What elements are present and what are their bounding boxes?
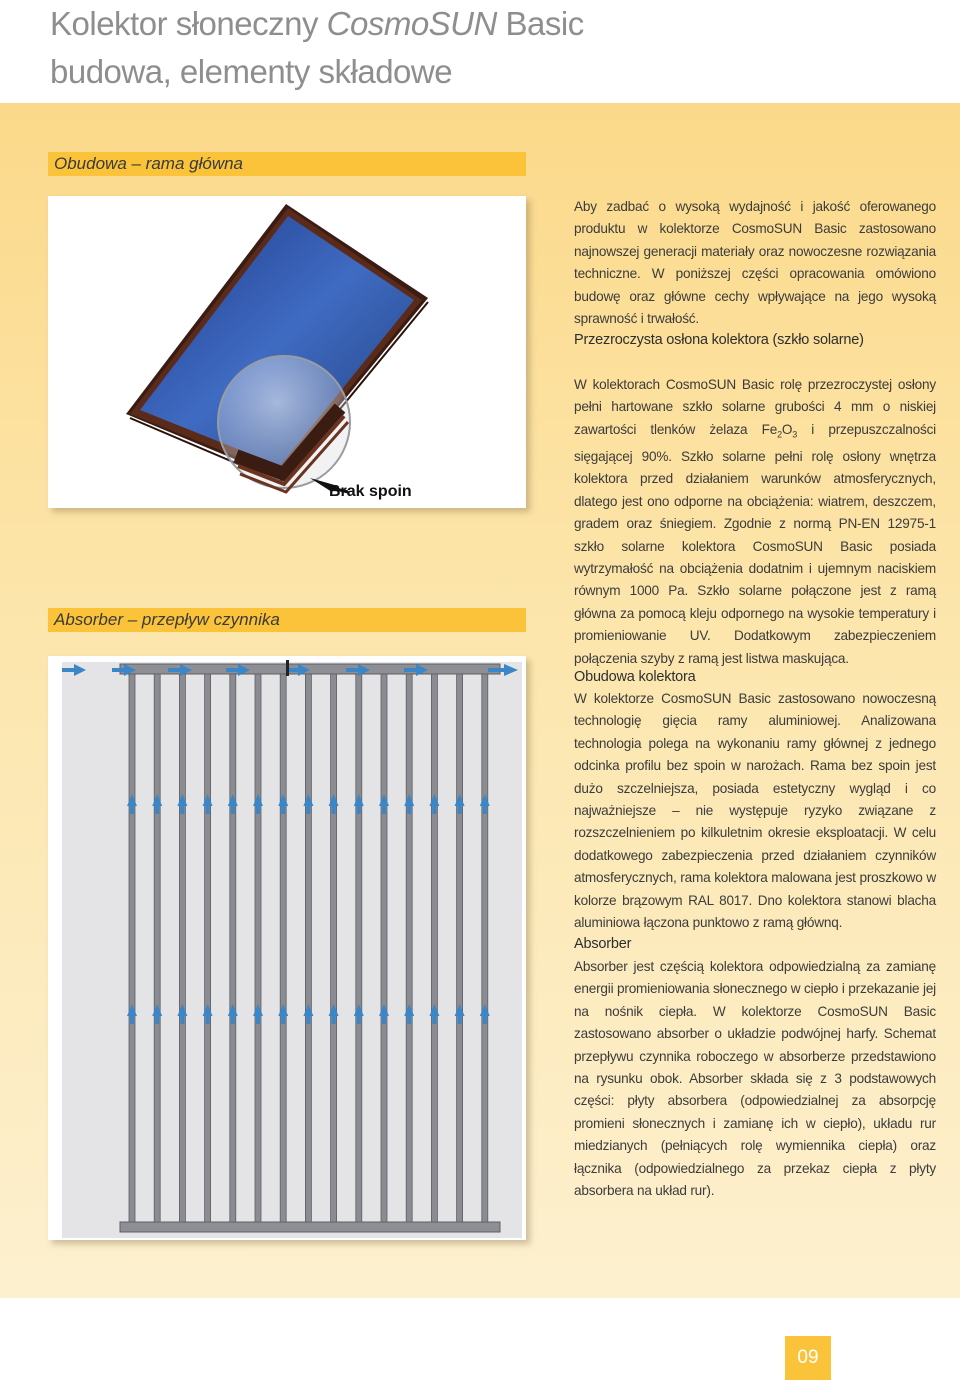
header-flow-arrow-tail — [112, 668, 124, 672]
flow-arrow-tail — [458, 806, 462, 814]
flow-arrow-tail — [281, 1016, 285, 1024]
absorber-flow-image — [48, 656, 526, 1240]
glass-heading: Przezroczysta osłona kolektora (szkło solarne) — [574, 332, 864, 348]
collector-panel-illustration — [48, 196, 526, 508]
riser-pipe — [431, 674, 437, 1222]
header-divider — [286, 660, 289, 676]
flow-arrow-tail — [332, 1016, 336, 1024]
header-flow-arrow-tail — [404, 668, 416, 672]
flow-arrow-tail — [357, 806, 361, 814]
section-bar-absorber: Absorber – przepływ czynnika — [48, 608, 526, 632]
riser-pipe — [482, 674, 488, 1222]
title-line-1: Kolektor słoneczny CosmoSUN Basic — [50, 5, 584, 42]
riser-pipe — [331, 674, 337, 1222]
riser-pipe — [305, 674, 311, 1222]
flow-arrow-tail — [483, 1016, 487, 1024]
flow-arrow-tail — [432, 806, 436, 814]
flow-arrow-tail — [306, 806, 310, 814]
bottom-header-pipe — [120, 1222, 500, 1232]
flow-arrow-tail — [357, 1016, 361, 1024]
flow-arrow-tail — [306, 1016, 310, 1024]
flow-arrow-tail — [130, 806, 134, 814]
flow-arrow-tail — [407, 1016, 411, 1024]
riser-pipe — [154, 674, 160, 1222]
riser-pipe — [179, 674, 185, 1222]
riser-pipe — [129, 674, 135, 1222]
section-bar-frame: Obudowa – rama główna — [48, 152, 526, 176]
collector-panel-image — [48, 196, 526, 508]
flow-arrow-tail — [231, 806, 235, 814]
flow-arrow-tail — [180, 806, 184, 814]
page-title — [50, 0, 930, 96]
riser-pipe — [230, 674, 236, 1222]
flow-arrow-tail — [382, 1016, 386, 1024]
flow-arrow-tail — [180, 1016, 184, 1024]
header-flow-arrow-tail — [346, 668, 358, 672]
riser-pipe — [280, 674, 286, 1222]
callout-label: Brak spoin — [329, 483, 412, 500]
flow-arrow-tail — [256, 1016, 260, 1024]
flow-arrow-tail — [130, 1016, 134, 1024]
flow-arrow-tail — [407, 806, 411, 814]
intro-paragraph: Aby zadbać o wysoką wydajność i jakość oferowanego produktu w kolektorze CosmoSUN Basic zastosowano najnowszej generacji materiały oraz nowoczesne rozwiązania techniczne. W poniższej części opracowania omówiono budowę oraz główne cechy wpływające na jego wysoką sprawność i trwałość. — [574, 199, 936, 327]
riser-pipe — [406, 674, 412, 1222]
riser-pipe — [356, 674, 362, 1222]
flow-arrow-tail — [155, 806, 159, 814]
flow-arrow-tail — [382, 806, 386, 814]
riser-pipe — [457, 674, 463, 1222]
absorber-paragraph: Absorber jest częścią kolektora odpowiedzialną za zamianę energii promieniowania słonecznego w ciepło i przekazanie jej na nośnik ciepła. W kolektorze CosmoSUN Basic zastosowano absorber o układzie podwójnej harfy. Schemat przepływu czynnika roboczego w absorberze przedstawiono na rysunku obok. Absorber składa się z 3 podstawowych części: płyty absorbera (odpowiedzialnej za absorpcję promieni słonecznych i zamianę ich w ciepło), układu rur miedzianych (pełniących rolę wymiennika ciepła) oraz łącznika (odpowiedzialnego za przekaz ciepła z płyty absorbera na układ rur). — [574, 959, 936, 1199]
flow-arrow-tail — [458, 1016, 462, 1024]
glass-paragraph: W kolektorach CosmoSUN Basic rolę przezroczystej osłony pełni hartowane szkło solarne grubości 4 mm o niskiej zawartości tlenków żelaza $Fe_2O_3$ i przepuszczalności sięgającej 90%. Szkło solarne pełni rolę osłony wnętrza kolektora przed działaniem warunków atmosferycznych, dlatego jest ono odporne na obciążenia: wiatrem, deszczem, gradem oraz śniegiem. Zgodnie z normą PN-EN 12975-1 szkło solarne kolektora CosmoSUN Basic posiada wytrzymałość na obciążenia dodatnim i ujemnym naciskiem równym 1000 Pa. Szkło solarne połączone jest z ramą główna za pomocą kleju odpornego na wysokie temperatury i promieniowanie UV. Dodatkowym zabezpieczeniem połączenia szyby z ramą jest listwa maskująca. — [574, 377, 936, 666]
flow-arrow-tail — [256, 806, 260, 814]
riser-pipe — [381, 674, 387, 1222]
absorber-heading: Absorber — [574, 936, 632, 952]
riser-pipe — [205, 674, 211, 1222]
housing-heading: Obudowa kolektora — [574, 669, 696, 685]
flow-arrow-tail — [281, 806, 285, 814]
brand-name: CosmoSUN — [326, 5, 497, 42]
housing-paragraph: W kolektorze CosmoSUN Basic zastosowano nowoczesną technologię gięcia ramy aluminiowej. Analizowana technologia polega na wykonaniu ramy głównej z jednego odcinka profilu bez spoin w narożach. Rama bez spoin jest dużo szczelniejsza, posiada estetyczny wygląd i co najważniejsze – nie występuje ryzyko związane z rozszczelnieniem po kilkuletnim okresie eksploatacji. W celu dodatkowego zabezpieczenia przed działaniem czynników atmosferycznych, rama kolektora malowana jest proszkowo w kolorze brązowym RAL 8017. Dno kolektora stanowi blacha aluminiowa łączona punktowo z ramą głównq. — [574, 691, 936, 931]
flow-arrow-tail — [206, 1016, 210, 1024]
header-flow-arrow-tail — [226, 668, 238, 672]
title-line-2: budowa, elementy składowe — [50, 53, 453, 90]
header-flow-arrow-tail — [62, 668, 74, 672]
flow-arrow-tail — [332, 806, 336, 814]
outlet-arrow-tail — [488, 668, 504, 672]
riser-pipe — [255, 674, 261, 1222]
flow-arrow-tail — [155, 1016, 159, 1024]
absorber-harp-diagram — [48, 656, 526, 1240]
flow-arrow-tail — [432, 1016, 436, 1024]
header-flow-arrow-tail — [168, 668, 180, 672]
flow-arrow-tail — [483, 806, 487, 814]
page-number: 09 — [785, 1336, 831, 1380]
flow-arrow-tail — [231, 1016, 235, 1024]
flow-arrow-tail — [206, 806, 210, 814]
